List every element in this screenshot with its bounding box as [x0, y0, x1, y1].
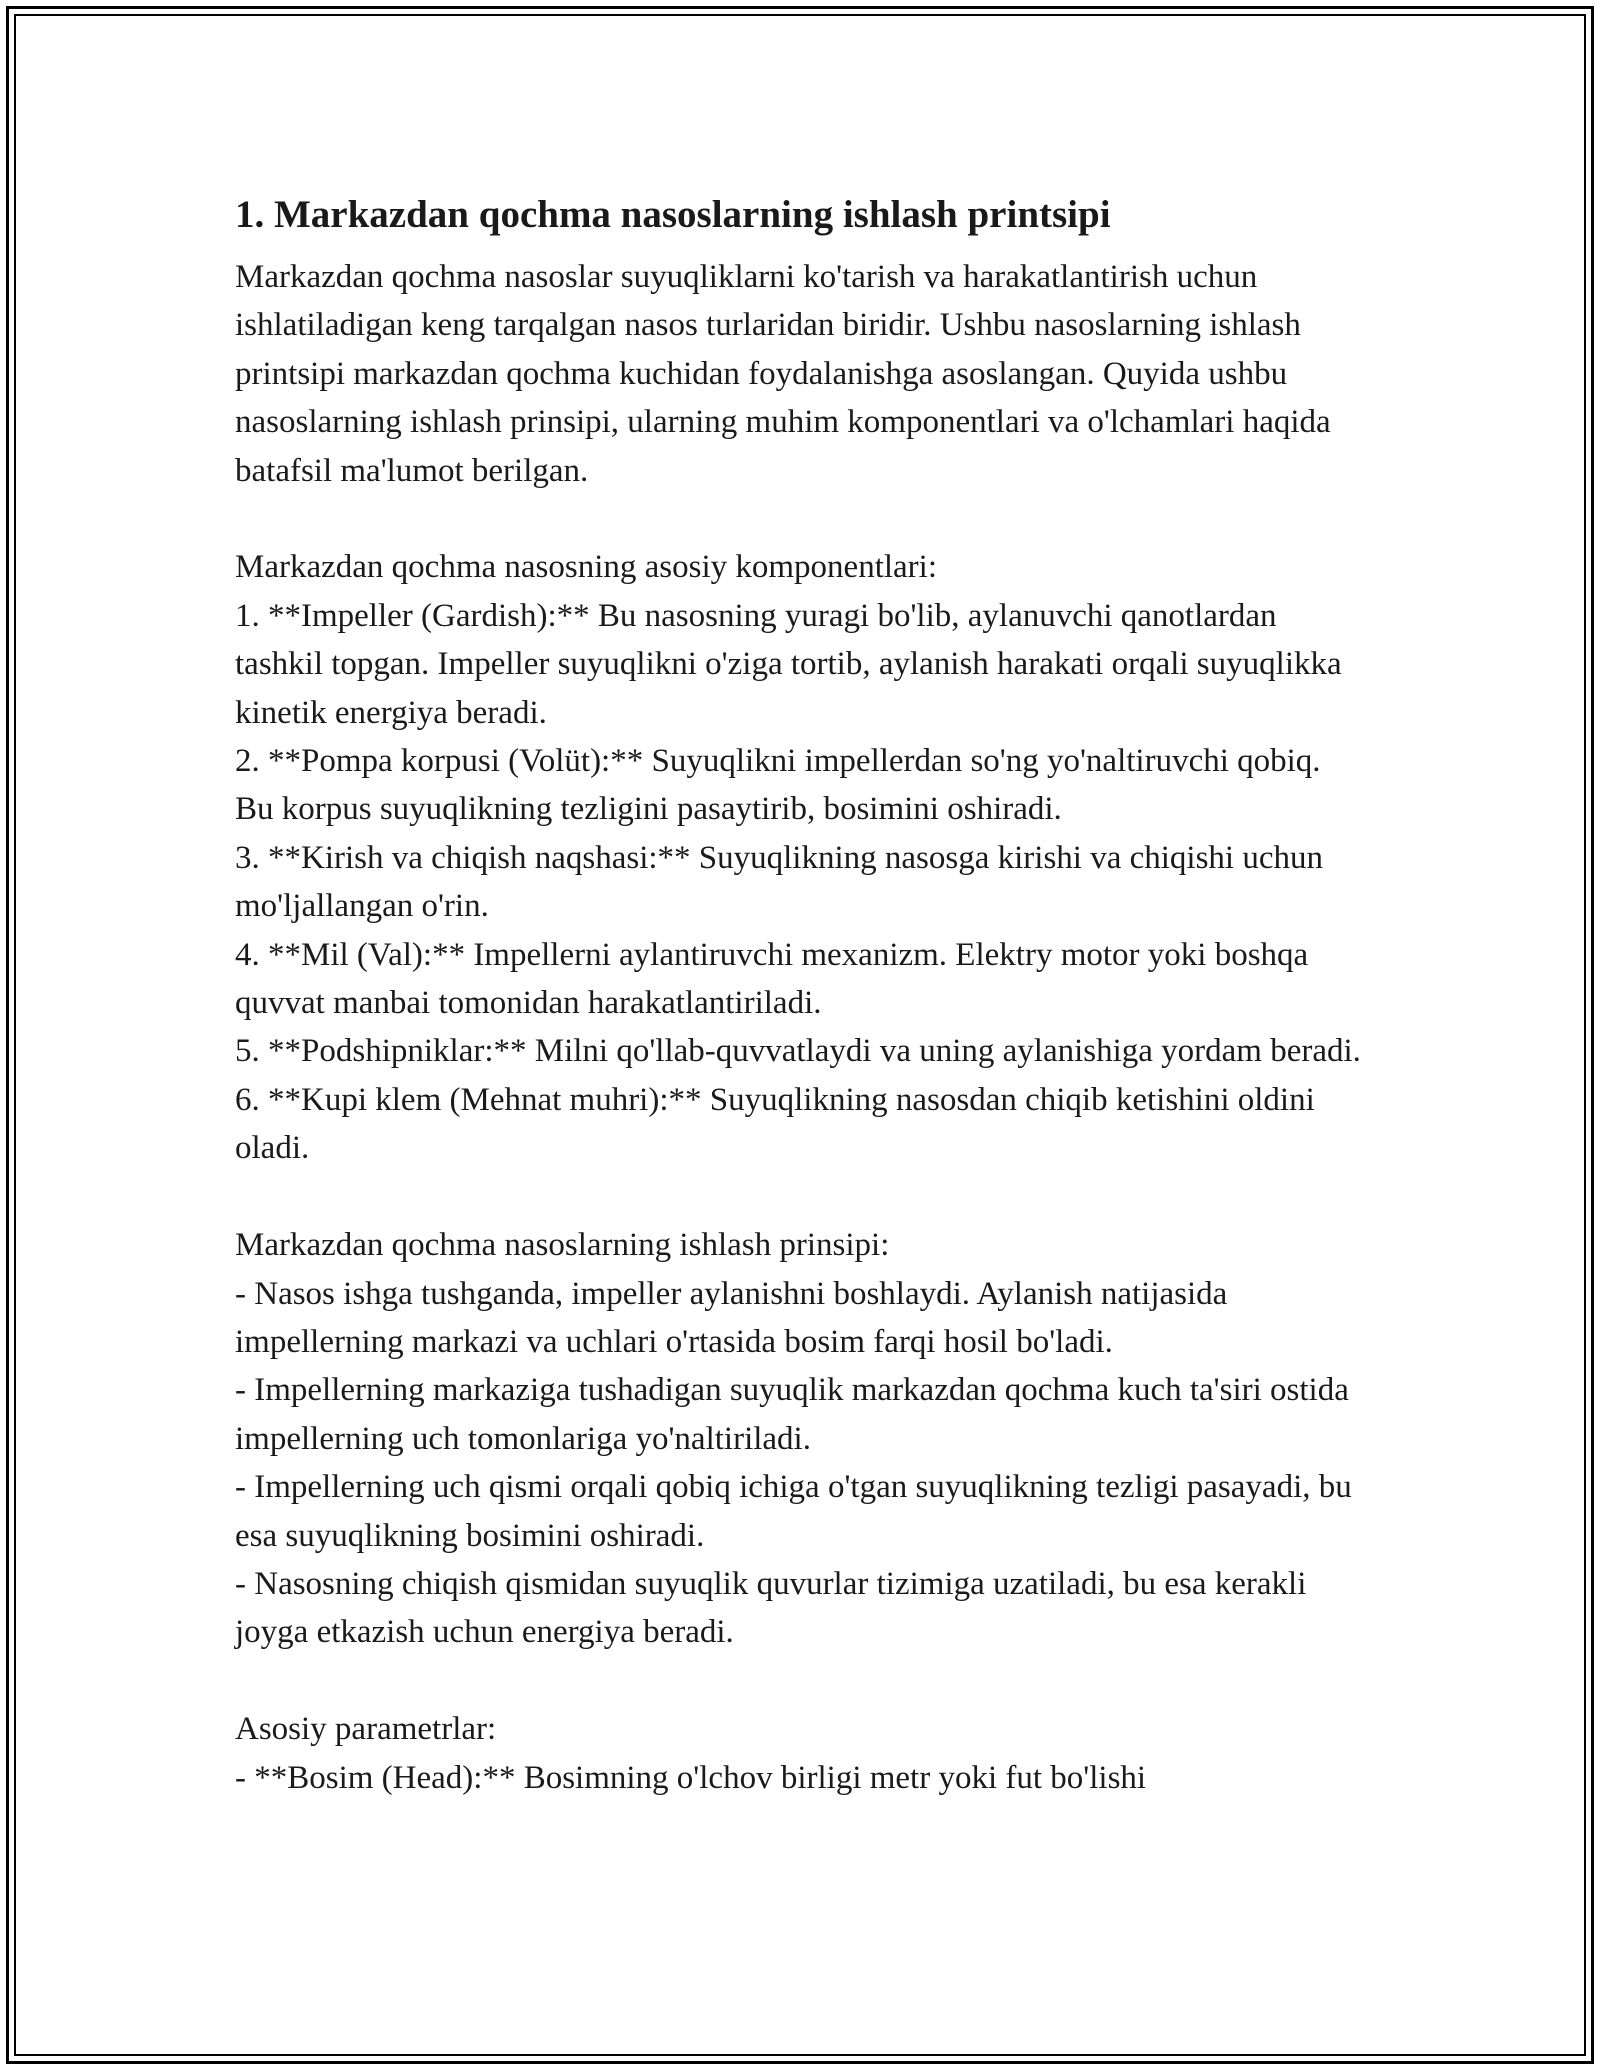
component-item-seal: 6. **Kupi klem (Mehnat muhri):** Suyuqlikning nasosdan chiqib ketishini oldini oladi. [235, 1081, 1315, 1167]
parameter-item-head: - **Bosim (Head):** Bosimning o'lchov birligi metr yoki fut bo'lishi [235, 1759, 1147, 1796]
document-body [235, 185, 1365, 1802]
components-heading: Markazdan qochma nasosning asosiy komponentlari: [235, 549, 938, 586]
component-item-shaft: 4. **Mil (Val):** Impellerni aylantiruvchi mexanizm. Elektry motor yoki boshqa quvvat manbai tomonidan harakatlantiriladi. [235, 936, 1309, 1022]
intro-paragraph: Markazdan qochma nasoslar suyuqliklarni ko'tarish va harakatlantirish uchun ishlatiladigan keng tarqalgan nasos turlaridan biridir. Ushbu nasoslarning ishlash printsipi markazdan qochma kuchidan foydalanishga asoslangan. Quyida ushbu nasoslarning ishlash prinsipi, ularning muhim komponentlari va o'lchamlari haqida batafsil ma'lumot berilgan. [235, 259, 1331, 489]
component-item-impeller: 1. **Impeller (Gardish):** Bu nasosning yuragi bo'lib, aylanuvchi qanotlardan tashkil topgan. Impeller suyuqlikni o'ziga tortib, aylanish harakati orqali suyuqlikka kinetik energiya beradi. [235, 597, 1342, 731]
component-item-volute: 2. **Pompa korpusi (Volüt):** Suyuqlikni impellerdan so'ng yo'naltiruvchi qobiq. Bu korpus suyuqlikning tezligini pasaytirib, bosimini oshiradi. [235, 743, 1321, 828]
principle-item-outlet: - Nasosning chiqish qismidan suyuqlik quvurlar tizimiga uzatiladi, bu esa kerakli joyga etkazish uchun energiya beradi. [235, 1565, 1307, 1651]
principle-item-start: - Nasos ishga tushganda, impeller aylanishni boshlaydi. Aylanish natijasida impellerning markazi va uchlari o'rtasida bosim farqi hosil bo'ladi. [235, 1275, 1228, 1360]
paragraph-gap [235, 1173, 1365, 1221]
component-item-bearings: 5. **Podshipniklar:** Milni qo'llab-quvvatlaydi va uning aylanishiga yordam beradi. [235, 1033, 1361, 1070]
page-title: 1. Markazdan qochma nasoslarning ishlash printsipi [235, 193, 1111, 236]
component-item-inlet-outlet: 3. **Kirish va chiqish naqshasi:** Suyuqlikning nasosga kirishi va chiqishi uchun mo'ljallangan o'rin. [235, 839, 1324, 925]
paragraph-gap [235, 495, 1365, 543]
principle-item-center: - Impellerning markaziga tushadigan suyuqlik markazdan qochma kuch ta'siri ostida impellerning uch tomonlariga yo'naltiriladi. [235, 1372, 1349, 1457]
parameters-heading: Asosiy parametrlar: [235, 1711, 497, 1748]
paragraph-gap [235, 1657, 1365, 1705]
principle-item-pressure: - Impellerning uch qismi orqali qobiq ichiga o'tgan suyuqlikning tezligi pasayadi, bu esa suyuqlikning bosimini oshiradi. [235, 1469, 1352, 1554]
principle-heading: Markazdan qochma nasoslarning ishlash prinsipi: [235, 1227, 890, 1264]
